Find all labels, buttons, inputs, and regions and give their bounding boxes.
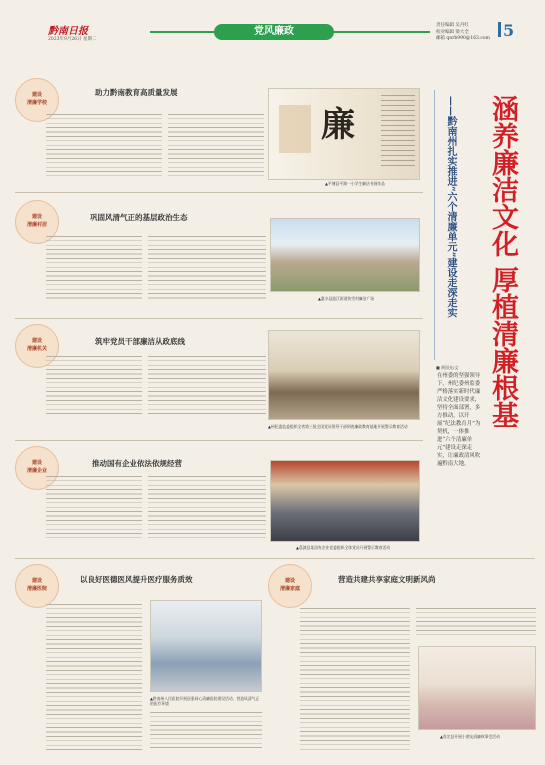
tag-line: 建设 [31,92,42,98]
painting-area [279,105,311,153]
photo-caption: ▲贵定县开展小朋友清廉故事会活动 [440,734,500,739]
calligraphy-text [381,95,415,169]
tag-line: 建设 [31,578,42,584]
tag-line: 建设 [31,214,42,220]
photo-caption: ▲黔南州人民医院开展医患同心清廉医院建设活动，营造风清气正的医疗环境 [150,696,260,706]
calligraphy-character: 廉 [321,105,355,145]
section-headline: 推动国有企业依法依规经营 [92,459,182,468]
article-text [46,236,142,302]
subtitle-rule [434,90,435,360]
section-headline: 筑牢党员干部廉洁从政底线 [95,337,185,346]
photo-caption: ▲平塘县平湖一小学生廉洁书画作品 [325,181,385,186]
exhibition-photo [268,330,420,420]
photo-caption: ▲惠水县涟江街道快雪村廉洁广场 [318,296,375,301]
section-headline: 以良好医德医风提升医疗服务质效 [80,575,193,584]
article-text [168,114,264,176]
tag-line: 清廉学校 [26,100,47,106]
article-text [148,476,266,538]
issue-date: 2023年9月26日 星期二 [48,37,97,42]
article-text [150,712,262,750]
email-line: 邮箱 qnrb990@163.com [436,36,490,41]
article-text [46,356,142,416]
section-divider [15,440,423,441]
proofreader-line: 校对编辑 梁大全 [436,29,469,35]
article-text [46,114,162,176]
section-divider [15,558,535,559]
village-square-photo [270,218,420,292]
tag-line: 建设 [284,578,295,584]
tag-line: 清廉村居 [26,222,47,228]
section-divider [15,318,423,319]
byline: ■ 黄国光/文 [436,365,459,370]
section-divider [15,192,423,193]
article-text [46,476,142,538]
article-text [148,356,266,416]
section-banner: 党风廉政 [214,24,334,40]
page-number: 5 [503,21,515,40]
tag-line: 清廉机关 [26,346,47,352]
photo-caption: ▲荔波县某国有企业党委组织全体党员开展警示教育活动 [296,545,391,550]
calligraphy-photo [268,88,420,180]
tag-line: 清廉家庭 [279,586,300,592]
photo-caption: ▲州纪委监委组织全省第三批全国党员领导干部到省廉政教育基地开展警示教育活动 [268,424,408,429]
meeting-photo [270,460,420,542]
section-tag-family [268,564,312,608]
article-text [148,236,266,302]
tag-line: 清廉企业 [26,468,47,474]
section-headline: 巩固风清气正的基层政治生态 [90,213,188,222]
banner-ribbon-right [334,31,430,33]
section-headline: 助力黔南教育高质量发展 [95,88,178,97]
section-headline: 营造共建共享家庭文明新风尚 [338,575,436,584]
editor-info [436,23,490,43]
editor-line: 责任编辑 吴丹红 [436,23,469,28]
hospital-photo [150,600,262,692]
feature-title: 涵养廉洁文化 厚植清廉根基 [487,95,518,429]
article-text [300,608,410,750]
banner-ribbon-left [150,31,214,33]
feature-intro: 在州委的坚强领导下，州纪委州监委严格落实新时代廉洁文化建设要求，坚持全面部署，多方推动，以开展“纪法教育月”为契机，一体推进“六个清廉单元”建设走深走实，让廉政清风吹遍黔南大地。 [437,373,481,467]
masthead: 黔南日报 [48,26,88,37]
feature-subtitle: ——黔南州扎实推进“六个清廉单元”建设走深走实 [445,96,456,318]
tag-line: 建设 [31,338,42,344]
tag-line: 建设 [31,460,42,466]
page-marker [498,22,501,37]
tag-line: 清廉医院 [26,586,47,592]
family-event-photo [418,646,536,730]
article-text [46,604,142,750]
article-text [416,608,536,638]
section-tag-hospital [15,564,59,608]
